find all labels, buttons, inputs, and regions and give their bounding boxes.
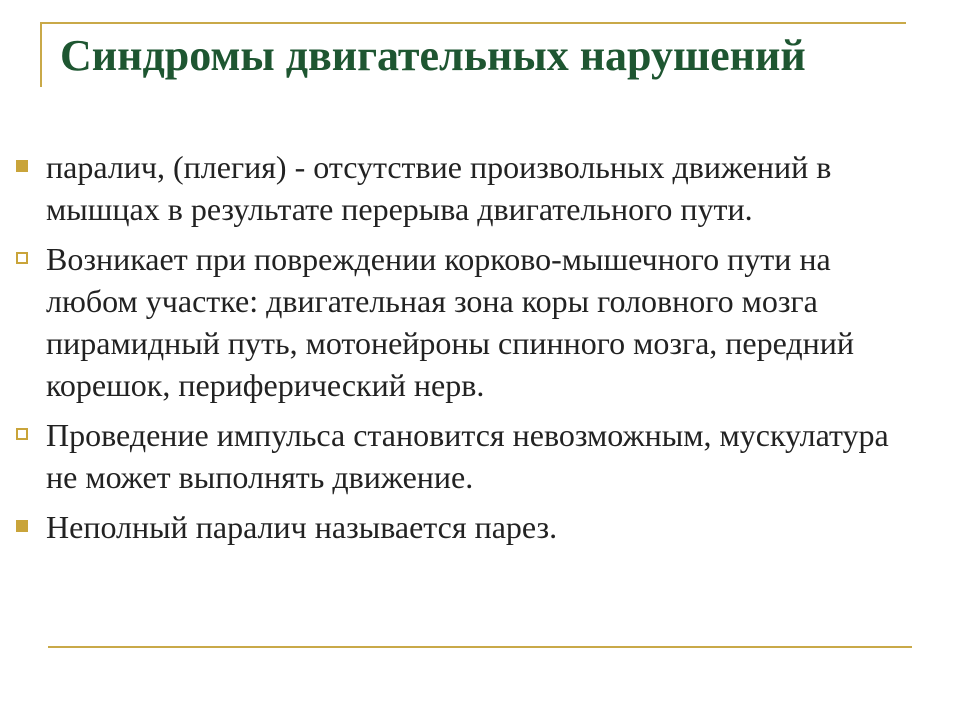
bullet-text: Возникает при повреждении корково-мышечного пути на любом участке: двигательная зона коры головного мозга пирамидный путь, мотонейроны спинного мозга, передний корешок, периферический нерв. bbox=[46, 241, 855, 403]
filled-square-bullet-icon bbox=[16, 160, 28, 172]
filled-square-bullet-icon bbox=[16, 520, 28, 532]
bullet-text: Неполный паралич называется парез. bbox=[46, 509, 558, 545]
left-accent-rule bbox=[40, 22, 42, 87]
bullet-item-paralysis-definition bbox=[12, 146, 912, 230]
bullet-item-impulse-conduction bbox=[12, 414, 912, 498]
hollow-square-bullet-icon bbox=[16, 252, 28, 264]
slide-title: Синдромы двигательных нарушений bbox=[60, 31, 806, 80]
bottom-accent-rule bbox=[48, 646, 912, 648]
bullet-list bbox=[12, 146, 912, 556]
hollow-square-bullet-icon bbox=[16, 428, 28, 440]
bullet-item-paresis bbox=[12, 506, 912, 548]
bullet-text: паралич, (плегия) - отсутствие произвольных движений в мышцах в результате перерыва двигательного пути. bbox=[46, 149, 832, 227]
top-accent-rule bbox=[40, 22, 906, 24]
bullet-item-lesion-location bbox=[12, 238, 912, 406]
bullet-text: Проведение импульса становится невозможным, мускулатура не может выполнять движение. bbox=[46, 417, 889, 495]
